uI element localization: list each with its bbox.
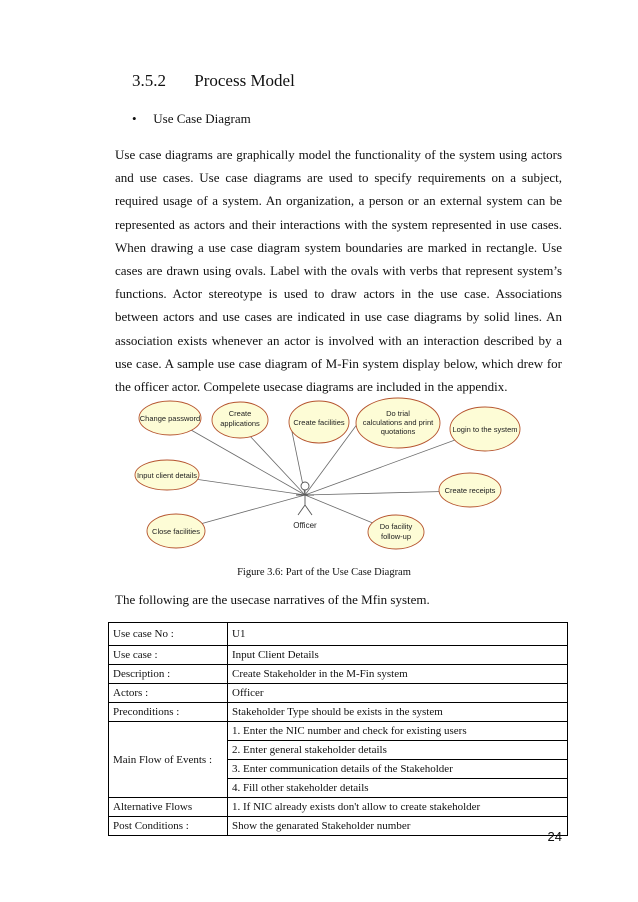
svg-text:Change password: Change password xyxy=(139,414,201,423)
flow-step: 4. Fill other stakeholder details xyxy=(228,779,568,798)
svg-text:quotations: quotations xyxy=(380,427,416,436)
bullet-text: Use Case Diagram xyxy=(153,111,251,126)
section-title: Process Model xyxy=(194,71,295,90)
svg-text:Create receipts: Create receipts xyxy=(444,486,496,495)
flow-step: 3. Enter communication details of the Stakeholder xyxy=(228,760,568,779)
svg-text:Login to the system: Login to the system xyxy=(452,425,518,434)
uc-do-followup xyxy=(368,515,424,549)
table-row xyxy=(109,646,568,665)
flow-step: 2. Enter general stakeholder details xyxy=(228,741,568,760)
svg-text:calculations and print: calculations and print xyxy=(362,418,434,427)
uc-change-password xyxy=(139,401,201,435)
row-value: Stakeholder Type should be exists in the system xyxy=(228,703,568,722)
uc-input-client xyxy=(135,460,199,490)
uc-close-facilities xyxy=(147,514,205,548)
row-value: Officer xyxy=(228,684,568,703)
use-case-table xyxy=(108,622,568,836)
use-case-diagram xyxy=(130,391,530,551)
row-key: Use case No : xyxy=(109,623,228,646)
bullet-icon: • xyxy=(132,111,137,126)
row-value: U1 xyxy=(228,623,568,646)
table-row xyxy=(109,665,568,684)
table-row xyxy=(109,798,568,817)
actor-label: Officer xyxy=(293,521,317,530)
section-heading xyxy=(132,71,295,91)
flow-step: 1. Enter the NIC number and check for existing users xyxy=(228,722,568,741)
row-value: 1. If NIC already exists don't allow to create stakeholder xyxy=(228,798,568,817)
row-key: Use case : xyxy=(109,646,228,665)
table-row xyxy=(109,684,568,703)
table-row xyxy=(109,623,568,646)
body-paragraph: Use case diagrams are graphically model the functionality of the system using actors and use cases. Use case diagrams are used to specify requirements on a subject, required usage of a system. An organization, a person or an external system can be represented as actors and their interactions with the system represented in use cases. When drawing a use case diagram system boundaries are marked in rectangle. Use cases are drawn using ovals. Label with the ovals with verbs that represent system’s functions. Actor stereotype is used to draw actors in the use case. Associations between actors and use cases are indicated in use case diagrams by solid lines. An association exists whenever an actor is involved with an interaction described by a use case. A sample use case diagram of M-Fin system display below, which drew for the officer actor. Compelete usecase diagrams are included in the appendix. xyxy=(115,147,562,395)
row-value: Show the genarated Stakeholder number xyxy=(228,817,568,836)
svg-text:follow-up: follow-up xyxy=(380,532,412,541)
svg-text:Do trial: Do trial xyxy=(386,409,410,418)
uc-create-facilities xyxy=(289,401,349,443)
section-number: 3.5.2 xyxy=(132,71,166,90)
row-key: Alternative Flows xyxy=(109,798,228,817)
svg-text:applications: applications xyxy=(220,419,260,428)
uc-create-receipts xyxy=(439,473,501,507)
uc-create-applications xyxy=(212,402,268,438)
row-key: Description : xyxy=(109,665,228,684)
figure-caption: Figure 3.6: Part of the Use Case Diagram xyxy=(237,567,411,578)
bullet-item xyxy=(132,111,251,127)
table-row xyxy=(109,703,568,722)
svg-text:Close facilities: Close facilities xyxy=(152,527,200,536)
table-intro: The following are the usecase narratives of the Mfin system. xyxy=(115,592,430,607)
page-number: 24 xyxy=(547,829,562,844)
uc-login xyxy=(450,407,520,451)
svg-text:Create facilities: Create facilities xyxy=(293,418,345,427)
table-row xyxy=(109,722,568,741)
svg-text:Do facility: Do facility xyxy=(379,522,413,531)
row-value: Input Client Details xyxy=(228,646,568,665)
row-key: Post Conditions : xyxy=(109,817,228,836)
row-value: Create Stakeholder in the M-Fin system xyxy=(228,665,568,684)
svg-text:Input client details: Input client details xyxy=(136,471,198,480)
uc-do-trial xyxy=(356,398,440,448)
row-key: Main Flow of Events : xyxy=(109,722,228,798)
row-key: Preconditions : xyxy=(109,703,228,722)
row-key: Actors : xyxy=(109,684,228,703)
table-row xyxy=(109,817,568,836)
svg-text:Create: Create xyxy=(228,409,252,418)
